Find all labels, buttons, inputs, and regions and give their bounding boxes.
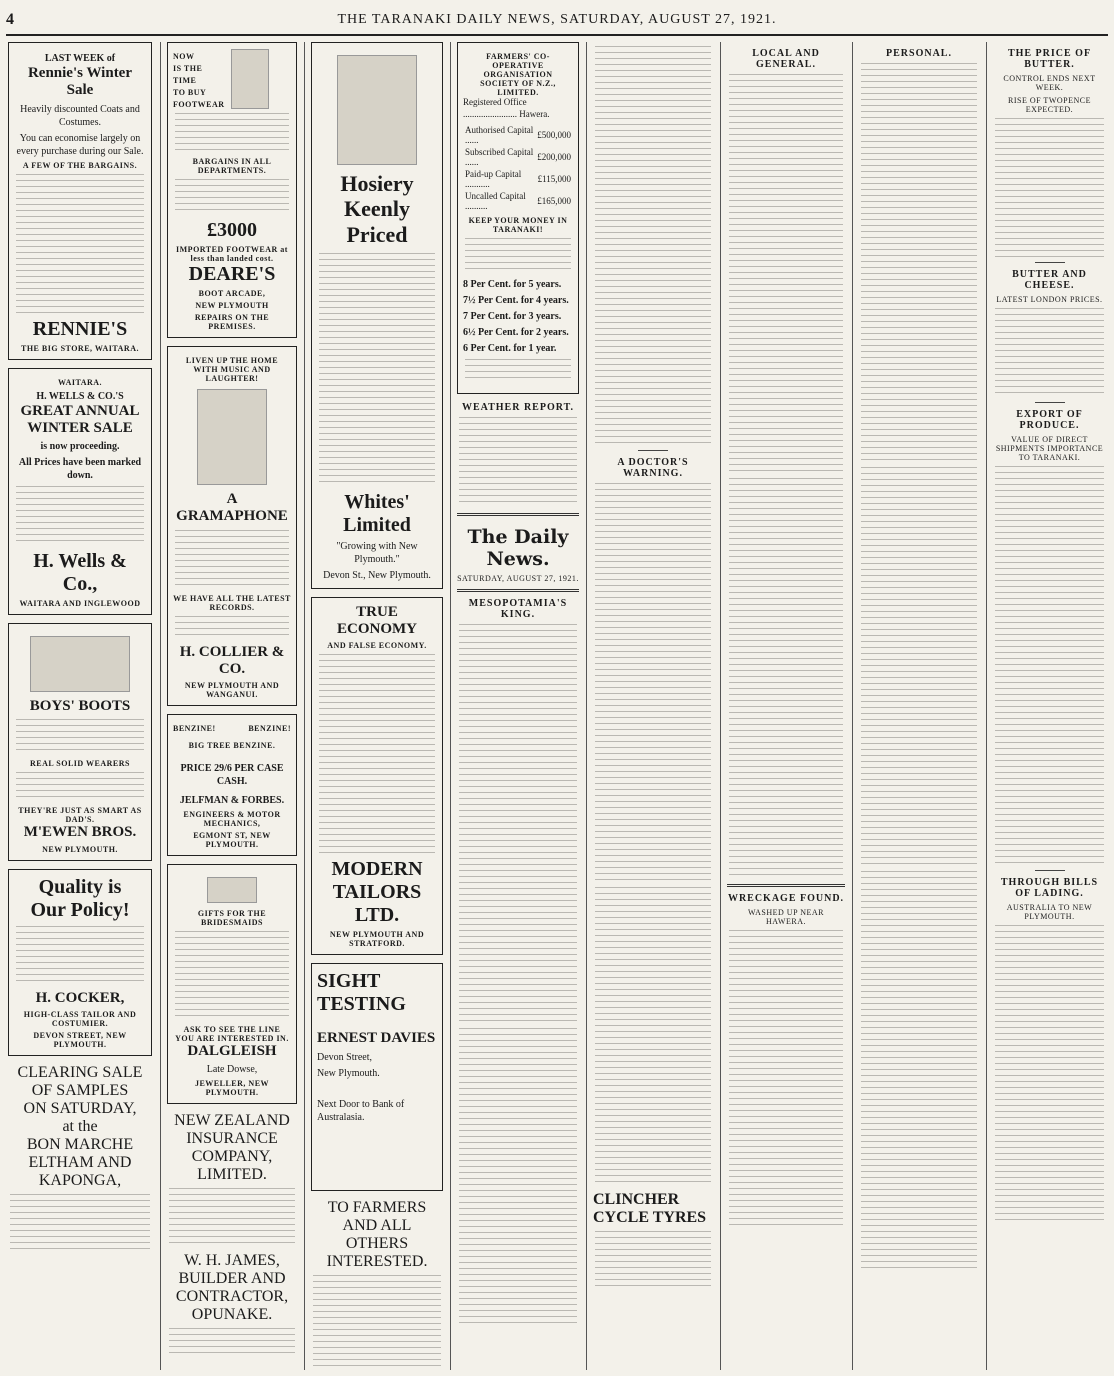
big-tree-benzine: BIG TREE BENZINE. [188,741,276,750]
editorial-body-2 [459,1028,577,1328]
deare-amount: £3000 [207,219,257,241]
dalgleish-name: DALGLEISH [187,1043,277,1059]
brooch-illustration [207,877,257,903]
editorial-continued [595,46,711,446]
butter-cheese-heading: BUTTER AND CHEESE. [1012,269,1087,291]
wells-place: WAITARA. [57,377,103,387]
keep-money: KEEP YOUR MONEY IN TARANAKI! [468,216,568,235]
farmers-body [313,1275,441,1370]
personal-body-2 [861,467,977,867]
dalgleish-late: Late Dowse, [206,1064,258,1076]
collier-body-2 [175,616,289,640]
collier-body [175,530,289,590]
table-row: Paid-up Capital ........... £115,000 [465,169,571,190]
whites-name: Whites' Limited [343,490,411,536]
weather-body [459,417,577,507]
warning-body-2 [595,887,711,1187]
column-8 [989,42,1110,1370]
rise-expected: RISE OF TWOPENCE EXPECTED. [1008,96,1091,114]
cocker-trade: HIGH-CLASS TAILOR AND COSTUMIER. [23,1009,137,1028]
control-ends: CONTROL ENDS NEXT WEEK. [1003,74,1096,92]
rennie-line-1: Heavily discounted Coats and Costumes. [20,103,140,128]
column-5 [589,42,717,1370]
deare-repairs: REPAIRS ON THE PREMISES. [194,313,270,331]
modern-name: MODERN TAILORS LTD. [331,858,423,927]
interest-row: 7½ Per Cent. for 4 years. [463,295,569,307]
collier-gramaphone: A GRAMAPHONE [176,491,288,525]
london-prices: LATEST LONDON PRICES. [996,295,1103,304]
mcewen-ad [8,623,152,861]
paper-nameplate: The Daily News. [467,526,569,571]
column-4 [453,42,583,1370]
benzine-price: PRICE 29/6 PER CASE CASH. [180,763,284,787]
benzine-right: BENZINE! [248,724,291,733]
wreckage-heading: WRECKAGE FOUND. [727,893,845,904]
union-body [465,238,571,274]
rennie-name: RENNIE'S [32,317,128,340]
james-trade: BUILDER AND CONTRACTOR, OPUNAKE. [175,1270,289,1324]
rennie-title: Rennie's Winter Sale [27,65,133,99]
wreckage-subheading: WASHED UP NEAR HAWERA. [747,908,825,926]
wells-body [16,486,144,546]
cocker-list [16,926,144,986]
marche-name: BON MARCHE [26,1135,134,1153]
newspaper-masthead [6,6,1108,36]
table-row: Uncalled Capital .......... £165,000 [465,191,571,212]
marche-at: at the [62,1117,98,1135]
union-footer [465,359,571,383]
hosiery-prices [319,397,435,487]
personal-body-3 [861,871,977,1271]
marche-body [10,1194,150,1254]
union-registered: Registered Office ........................ Hawera. [463,97,550,119]
dalgleish-body [175,931,289,1021]
column-1 [4,42,156,1370]
personal-heading: PERSONAL. [886,48,952,59]
collier-liven: LIVEN UP THE HOME WITH MUSIC AND LAUGHTER! [185,356,279,383]
cocker-name: H. COCKER, [35,989,125,1006]
dalgleish-gifts: GIFTS FOR THE BRIDESMAIDS [197,909,267,927]
rennie-few: A FEW OF THE BARGAINS. [22,160,138,170]
deare-imported: IMPORTED FOOTWEAR at less than landed cost. [176,245,288,263]
now-line-1: NOW [173,52,195,61]
deare-bargains: BARGAINS IN ALL DEPARTMENTS. [192,157,272,175]
warning-body [595,483,711,883]
deare-body-2 [175,179,289,215]
wreckage-body [729,930,843,1230]
butter-cheese-body [995,308,1104,398]
davies-next-door: Next Door to Bank of Australasia. [317,1098,405,1123]
capital-table [463,124,573,212]
marche-on: ON SATURDAY, [23,1099,137,1117]
deare-ad [167,42,297,338]
deare-town: NEW PLYMOUTH [195,301,269,310]
cocker-quality: Quality is [38,875,122,898]
now-line-4: TO BUY [173,88,207,97]
wells-firm: H. WELLS & CO.'S [36,390,124,402]
sight-1: SIGHT [317,970,381,993]
hosiery-body [319,253,435,393]
newspaper-title: THE TARANAKI DAILY NEWS, SATURDAY, AUGUST 27, 1921. [337,12,777,27]
now-line-2: IS THE [173,64,203,73]
collier-town: NEW PLYMOUTH AND WANGANUI. [184,681,280,699]
whites-slogan: "Growing with New Plymouth." [336,540,418,565]
bills-heading: THROUGH BILLS OF LADING. [1000,877,1099,899]
editorial-body [459,624,577,1024]
rennie-bargain-list [16,174,144,314]
interest-row: 6½ Per Cent. for 2 years. [463,327,569,339]
collier-ad [167,346,297,706]
local-general-body-2 [729,478,843,878]
cocker-policy: Our Policy! [30,898,130,921]
export-body [995,466,1104,866]
farmers-notice [311,1199,443,1370]
insurance-title: NEW ZEALAND INSURANCE COMPANY, LIMITED. [174,1112,290,1184]
page-number: 4 [6,11,15,28]
butter-price-heading: THE PRICE OF BUTTER. [1007,48,1092,70]
collier-name: H. COLLIER & CO. [179,643,285,677]
economy-title-1: TRUE ECONOMY [337,603,417,638]
dalgleish-trade: JEWELLER, NEW PLYMOUTH. [194,1079,270,1098]
boots-solid: REAL SOLID WEARERS [30,759,130,769]
deare-name: DEARE'S [188,263,276,285]
table-row: Subscribed Capital ...... £200,000 [465,147,571,168]
james-name: W. H. JAMES, [184,1252,280,1270]
column-2 [163,42,301,1370]
dalgleish-ask: ASK TO SEE THE LINE YOU ARE INTERESTED IN. [175,1025,289,1043]
deare-arcade: BOOT ARCADE, [198,289,266,298]
wells-progress: is now proceeding. [40,441,120,452]
personal-body [861,63,977,463]
dalgleish-ad [167,864,297,1104]
now-line-5: FOOTWEAR [173,100,225,109]
jelfman-address: EGMONT ST, NEW PLYMOUTH. [193,831,271,849]
wells-name: H. Wells & Co., [33,550,127,595]
economy-title-2: AND FALSE ECONOMY. [327,641,427,651]
wells-sale: GREAT ANNUAL WINTER SALE [20,402,140,436]
butter-price-body [995,118,1104,258]
interest-row: 7 Per Cent. for 3 years. [463,311,562,323]
child-illustration [231,49,269,109]
cocker-ad [8,869,152,1056]
whites-ad [311,42,443,589]
collier-latest: WE HAVE ALL THE LATEST RECORDS. [173,593,291,612]
jelfman-name: JELFMAN & FORBES. [179,795,285,806]
modern-tailors-ad [311,597,443,956]
paper-date: SATURDAY, AUGUST 27, 1921. [457,574,579,584]
wells-prices: All Prices have been marked down. [18,457,142,481]
boots-smart: THEY'RE JUST AS SMART AS DAD'S. [18,806,142,825]
benzine-left: BENZINE! [173,724,216,733]
table-row: Authorised Capital ...... £500,000 [465,125,571,146]
farmers-title: TO FARMERS AND ALL OTHERS INTERESTED. [326,1198,428,1270]
davies-town: New Plymouth. [317,1067,380,1079]
hosiery-title: Hosiery Keenly Priced [340,171,414,247]
stockings-illustration [337,55,417,165]
whites-address: Devon St., New Plymouth. [323,569,431,581]
davies-name: ERNEST DAVIES [317,1030,436,1047]
boots-body-2 [16,772,144,802]
union-title: FARMERS' CO-OPERATIVE ORGANISATION SOCIETY OF N.Z., LIMITED. [480,52,556,97]
local-general-heading: LOCAL AND GENERAL. [752,48,820,70]
benzine-ad [167,714,297,856]
column-7 [855,42,983,1370]
rennie-top: LAST WEEK of [44,53,116,64]
rennie-ad [8,42,152,360]
marche-title: CLEARING SALE OF SAMPLES [17,1063,143,1099]
jelfman-trade: ENGINEERS & MOTOR MECHANICS, [183,810,281,828]
davies-street: Devon Street, [317,1051,372,1063]
column-6 [723,42,849,1370]
mcewen-address: NEW PLYMOUTH. [42,844,118,854]
boots-title: BOYS' BOOTS [29,698,131,714]
cocker-address: DEVON STREET, NEW PLYMOUTH. [33,1030,127,1049]
union-ad [457,42,579,394]
mcewen-name: M'EWEN BROS. [23,824,137,841]
marche-ad [8,1064,152,1254]
now-line-3: TIME [173,76,197,85]
local-general-body [729,74,843,474]
interest-row: 8 Per Cent. for 5 years. [463,279,562,291]
marche-town: ELTHAM AND KAPONGA, [28,1153,132,1189]
column-3 [307,42,447,1370]
interest-row: 6 Per Cent. for 1 year. [463,343,557,355]
modern-sub: NEW PLYMOUTH AND STRATFORD. [329,930,425,949]
gramaphone-illustration [197,389,267,485]
direct-shipments: VALUE OF DIRECT SHIPMENTS IMPORTANCE TO TARANAKI. [995,435,1104,462]
export-heading: EXPORT OF PRODUCE. [1016,409,1083,431]
clincher-body [595,1231,711,1291]
james-body [169,1328,295,1358]
economy-body [319,654,435,854]
bottom-ads-col2 [167,1112,297,1358]
insurance-body [169,1188,295,1248]
davies-ad [311,963,443,1190]
warning-heading: A DOCTOR'S WARNING. [617,457,689,479]
rennie-line-2: You can economise largely on every purchase during our Sale. [16,132,144,157]
rennie-store: THE BIG STORE, WAITARA. [21,343,139,353]
editorial-title: MESOPOTAMIA'S KING. [468,598,568,621]
wells-ad [8,368,152,616]
sight-2: TESTING [317,993,406,1016]
deare-body [175,113,289,153]
wells-address: WAITARA AND INGLEWOOD [19,599,141,608]
bills-body [995,925,1104,1225]
weather-heading: WEATHER REPORT. [461,402,575,414]
boots-body [16,719,144,755]
australia-np: AUSTRALIA TO NEW PLYMOUTH. [1006,903,1093,921]
boot-illustration [30,636,130,692]
clincher-ad: CLINCHER CYCLE TYRES [593,1191,707,1226]
